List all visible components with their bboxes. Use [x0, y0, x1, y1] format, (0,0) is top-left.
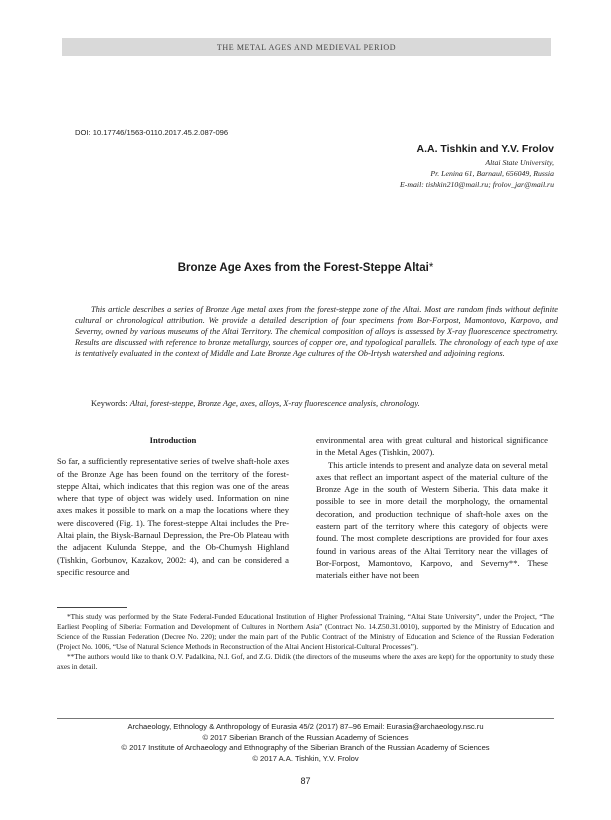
footnotes	[57, 612, 554, 672]
running-header: THE METAL AGES AND MEDIEVAL PERIOD	[62, 38, 551, 56]
footnote-1: *This study was performed by the State Federal-Funded Educational Institution of Higher Professional Training, “Altai State University”, under the Project, “The Earliest Peopling of Siberia: Formation and Development of Cultures in Northern Asia” (Contract No. 14.Z50.31.0010), supported by the Ministry of Education and Science of the Russian Federation (Decree No. 220); under the main part of the Public Contract of the Ministry of Education and Science of the Russian Federation (Project No. 1006, “Use of Natural Science Methods in Reconstruction of the Altai Ancient Historical-Cultural Processes”).	[57, 612, 554, 651]
title-footnote-mark: *	[428, 262, 434, 274]
keywords	[75, 398, 558, 409]
paragraph-continuation: environmental area with great cultural and historical significance in the Metal Ages (Tishkin, 2007).	[316, 435, 548, 458]
section-heading-introduction: Introduction	[149, 435, 197, 445]
affiliation-email: E-mail: tishkin210@mail.ru; frolov_jar@mail.ru	[400, 180, 554, 189]
affiliation-address: Pr. Lenina 61, Barnaul, 656049, Russia	[430, 169, 554, 178]
keywords-label: Keywords:	[91, 399, 128, 408]
copyright-line: © 2017 Siberian Branch of the Russian Academy of Sciences	[202, 732, 409, 742]
journal-line: Archaeology, Ethnology & Anthropology of Eurasia 45/2 (2017) 87–96 Email: Eurasia@archaeology.nsc.ru	[127, 722, 484, 731]
article-title	[0, 262, 611, 274]
title-text: Bronze Age Axes from the Forest-Steppe Altai	[177, 262, 429, 274]
journal-info	[0, 722, 611, 764]
copyright-line: © 2017 A.A. Tishkin, Y.V. Frolov	[252, 753, 359, 763]
left-column	[57, 434, 289, 578]
footer-divider	[57, 718, 554, 719]
authors: A.A. Tishkin and Y.V. Frolov	[416, 143, 554, 155]
paragraph: So far, a sufficiently representative series of twelve shaft-hole axes of the Bronze Age has been found on the territory of the forest-steppe Altai, which indicates that this region was one of the areas where that type of object was widely used. Information on nine axes makes it possible to mark on a map the locations where they were discovered (Fig. 1). The forest-steppe Altai includes the Pre-Altai plain, the Biysk-Barnaul Depression, the Pre-Ob Plateau with the adjacent Kulunda Steppe, and the Ob-Chumysh Highland (Tishkin, Gorbunov, Kazakov, 2002: 4), and can be considered a specific resource and	[57, 456, 289, 577]
abstract: This article describes a series of Bronze Age metal axes from the forest-steppe zone of the Altai. Most are random finds without definite cultural or chronological attribution. We provide a detailed description of four specimens from Bor-Forpost, Mamontovo, Karpovo, and Severny, owned by various museums of the Altai Territory. The chemical composition of alloys is assessed by X-ray fluorescence spectrometry. Results are discussed with reference to bronze metallurgy, sources of copper ore, and typological parallels. The chronology of each type of axe is tentatively evaluated in the context of Middle and Late Bronze Age cultures of the Ob-Irtysh watershed and adjoining regions.	[75, 305, 558, 359]
page-number: 87	[300, 776, 311, 786]
right-column	[316, 434, 548, 582]
paragraph: This article intends to present and analyze data on several metal axes that reflect an important aspect of the material culture of the Bronze Age in the south of Western Siberia. This data make it possible to see in more detail the morphology, the ornamental decoration, and production technique of shaft-hole axes on the eastern part of the territory where this category of objects were found. The most complete descriptions are provided for four axes found in various areas of the Altai Territory near the villages of Bor-Forpost, Mamontovo, Karpovo, and Severny**. These materials either have not been	[316, 459, 548, 581]
copyright-line: © 2017 Institute of Archaeology and Ethnography of the Siberian Branch of the Russian Academy of Sciences	[121, 743, 490, 752]
author-block	[400, 143, 554, 190]
footnote-2: **The authors would like to thank O.V. Padalkina, N.I. Gof, and Z.G. Didik (the directors of the museums where the axes are kept) for the opportunity to study these axes in detail.	[57, 652, 554, 671]
doi: DOI: 10.17746/1563-0110.2017.45.2.087-096	[75, 128, 229, 137]
keywords-list: Altai, forest-steppe, Bronze Age, axes, alloys, X-ray fluorescence analysis, chronology.	[129, 399, 420, 408]
footnote-divider	[57, 607, 127, 608]
affiliation-line: Altai State University,	[485, 158, 554, 167]
